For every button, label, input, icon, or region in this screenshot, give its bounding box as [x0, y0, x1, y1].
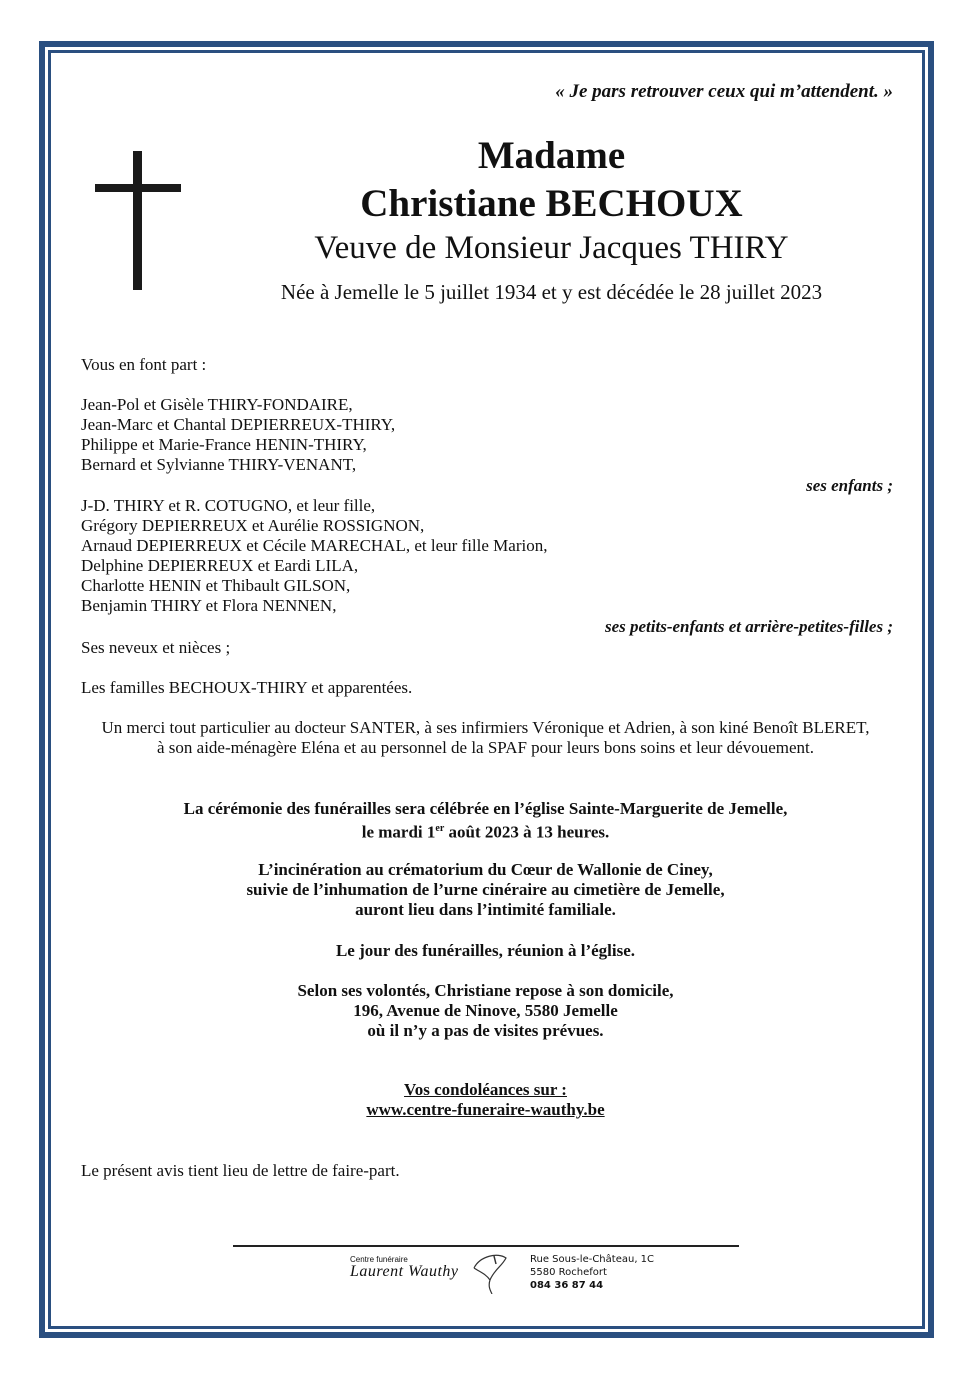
- rest-line: où il n’y a pas de visites prévues.: [367, 1021, 604, 1040]
- widow-of: Veuve de Monsieur Jacques THIRY: [314, 230, 789, 266]
- families-text: Les familles BECHOUX-THIRY et apparentées.: [81, 678, 413, 697]
- grandchildren-label: ses petits-enfants et arrière-petites-filles ;: [604, 617, 893, 636]
- intro-text: Vous en font part :: [81, 355, 207, 374]
- closing-text: Le présent avis tient lieu de lettre de faire-part.: [81, 1161, 400, 1180]
- list-item: Bernard et Sylvianne THIRY-VENANT,: [81, 455, 357, 474]
- list-item: Charlotte HENIN et Thibault GILSON,: [81, 576, 351, 595]
- ceremony-date: [0, 819, 971, 843]
- calla-lily-icon: [470, 1250, 510, 1294]
- cremation-line: suivie de l’inhumation de l’urne cinéraire au cimetière de Jemelle,: [246, 880, 725, 899]
- reunion-text: Le jour des funérailles, réunion à l’église.: [335, 941, 636, 960]
- address-city: 5580 Rochefort: [530, 1267, 607, 1278]
- condolences-link[interactable]: www.centre-funeraire-wauthy.be: [366, 1100, 605, 1119]
- cremation-line: auront lieu dans l’intimité familiale.: [355, 900, 616, 919]
- list-item: Arnaud DEPIERREUX et Cécile MARECHAL, et leur fille Marion,: [81, 536, 548, 555]
- logo-script-text: Laurent Wauthy: [350, 1263, 459, 1280]
- ordinal-suffix: er: [435, 823, 445, 834]
- list-item: Philippe et Marie-France HENIN-THIRY,: [81, 435, 367, 454]
- ceremony-date-pre: le mardi 1: [361, 822, 436, 842]
- list-item: Jean-Marc et Chantal DEPIERREUX-THIRY,: [81, 415, 396, 434]
- funeral-home-logo: [350, 1250, 660, 1294]
- condolences-label: Vos condoléances sur :: [404, 1080, 567, 1099]
- list-item: Grégory DEPIERREUX et Aurélie ROSSIGNON,: [81, 516, 425, 535]
- ceremony-line: La cérémonie des funérailles sera célébrée en l’église Sainte-Marguerite de Jemelle,: [183, 799, 788, 818]
- list-item: Benjamin THIRY et Flora NENNEN,: [81, 596, 337, 615]
- address-street: Rue Sous-le-Château, 1C: [530, 1254, 655, 1265]
- list-item: Jean-Pol et Gisèle THIRY-FONDAIRE,: [81, 395, 353, 414]
- phone-number: 084 36 87 44: [530, 1280, 604, 1291]
- birth-death-dates: Née à Jemelle le 5 juillet 1934 et y est décédée le 28 juillet 2023: [280, 280, 823, 304]
- nephews-text: Ses neveux et nièces ;: [81, 638, 231, 657]
- logo-small-text: Centre funéraire: [350, 1255, 408, 1264]
- deceased-name: Christiane BECHOUX: [360, 182, 743, 225]
- footer-divider: [233, 1245, 739, 1247]
- ceremony-date-post: août 2023 à 13 heures.: [444, 822, 610, 842]
- epigraph-quote: « Je pars retrouver ceux qui m’attendent. »: [555, 81, 893, 102]
- rest-line: Selon ses volontés, Christiane repose à son domicile,: [297, 981, 674, 1000]
- list-item: Delphine DEPIERREUX et Eardi LILA,: [81, 556, 359, 575]
- children-label: ses enfants ;: [806, 476, 893, 495]
- list-item: J-D. THIRY et R. COTUGNO, et leur fille,: [81, 496, 376, 515]
- thanks-line: Un merci tout particulier au docteur SANTER, à ses infirmiers Véronique et Adrien, à son kiné Benoît BLERET,: [101, 718, 870, 737]
- rest-line: 196, Avenue de Ninove, 5580 Jemelle: [353, 1001, 618, 1020]
- thanks-line: à son aide-ménagère Eléna et au personnel de la SPAF pour leurs bons soins et leur dévouement.: [156, 738, 814, 757]
- cremation-line: L’incinération au crématorium du Cœur de Wallonie de Ciney,: [258, 860, 713, 879]
- title-madame: Madame: [477, 134, 626, 177]
